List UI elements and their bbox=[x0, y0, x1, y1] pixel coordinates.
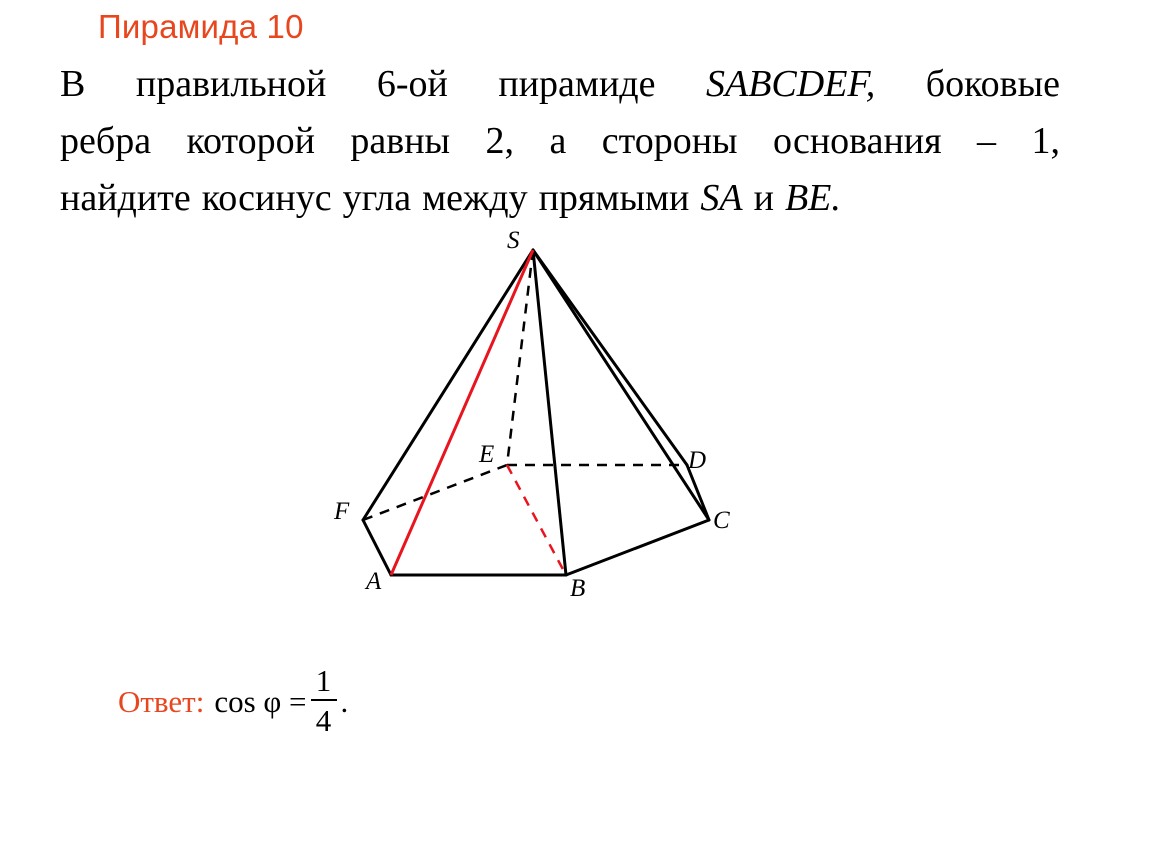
word: боковые bbox=[925, 63, 1060, 105]
edge-sb bbox=[533, 250, 566, 575]
answer-fraction bbox=[311, 663, 337, 741]
vertex-label-e: E bbox=[479, 441, 495, 468]
edge-sd bbox=[533, 250, 687, 465]
vertex-label-a: A bbox=[366, 568, 382, 595]
slide-title: Пирамида 10 bbox=[98, 8, 304, 45]
fraction-numerator: 1 bbox=[315, 663, 332, 698]
word: основания bbox=[773, 120, 942, 162]
vertex-label-c: C bbox=[713, 507, 730, 534]
answer-label: Ответ: bbox=[118, 684, 205, 719]
answer-expression: cos φ = bbox=[214, 684, 307, 719]
vertex-label-d: D bbox=[688, 447, 707, 474]
word: правильной bbox=[135, 63, 327, 105]
line-be: BE. bbox=[784, 177, 841, 219]
edge-sf bbox=[363, 250, 533, 520]
fraction-denominator: 4 bbox=[315, 703, 332, 738]
word: стороны bbox=[601, 120, 738, 162]
edge-fa bbox=[363, 520, 391, 575]
word: равны bbox=[350, 120, 451, 162]
edge-sa-highlight bbox=[391, 250, 533, 575]
edge-bc bbox=[566, 520, 709, 575]
answer bbox=[118, 652, 348, 752]
word: косинус bbox=[201, 177, 332, 219]
vertex-label-f: F bbox=[334, 498, 350, 525]
word: а bbox=[549, 120, 567, 162]
edge-sc bbox=[533, 250, 709, 520]
word: 1, bbox=[1031, 120, 1060, 162]
word: угла bbox=[342, 177, 412, 219]
word: 2, bbox=[485, 120, 515, 162]
word: прямыми bbox=[538, 177, 690, 219]
word: В bbox=[60, 63, 86, 105]
vertex-label-s: S bbox=[507, 227, 520, 254]
word: и bbox=[753, 177, 774, 219]
pyramid-name: SABCDEF, bbox=[706, 63, 876, 105]
word: пирамиде bbox=[498, 63, 656, 105]
vertex-label-b: B bbox=[570, 575, 586, 602]
line-sa: SA bbox=[700, 177, 743, 219]
word: ребра bbox=[60, 120, 152, 162]
word: – bbox=[977, 120, 997, 162]
word: найдите bbox=[60, 177, 191, 219]
word: между bbox=[422, 177, 528, 219]
word: 6-ой bbox=[376, 63, 448, 105]
word: которой bbox=[186, 120, 315, 162]
answer-period: . bbox=[340, 684, 349, 719]
